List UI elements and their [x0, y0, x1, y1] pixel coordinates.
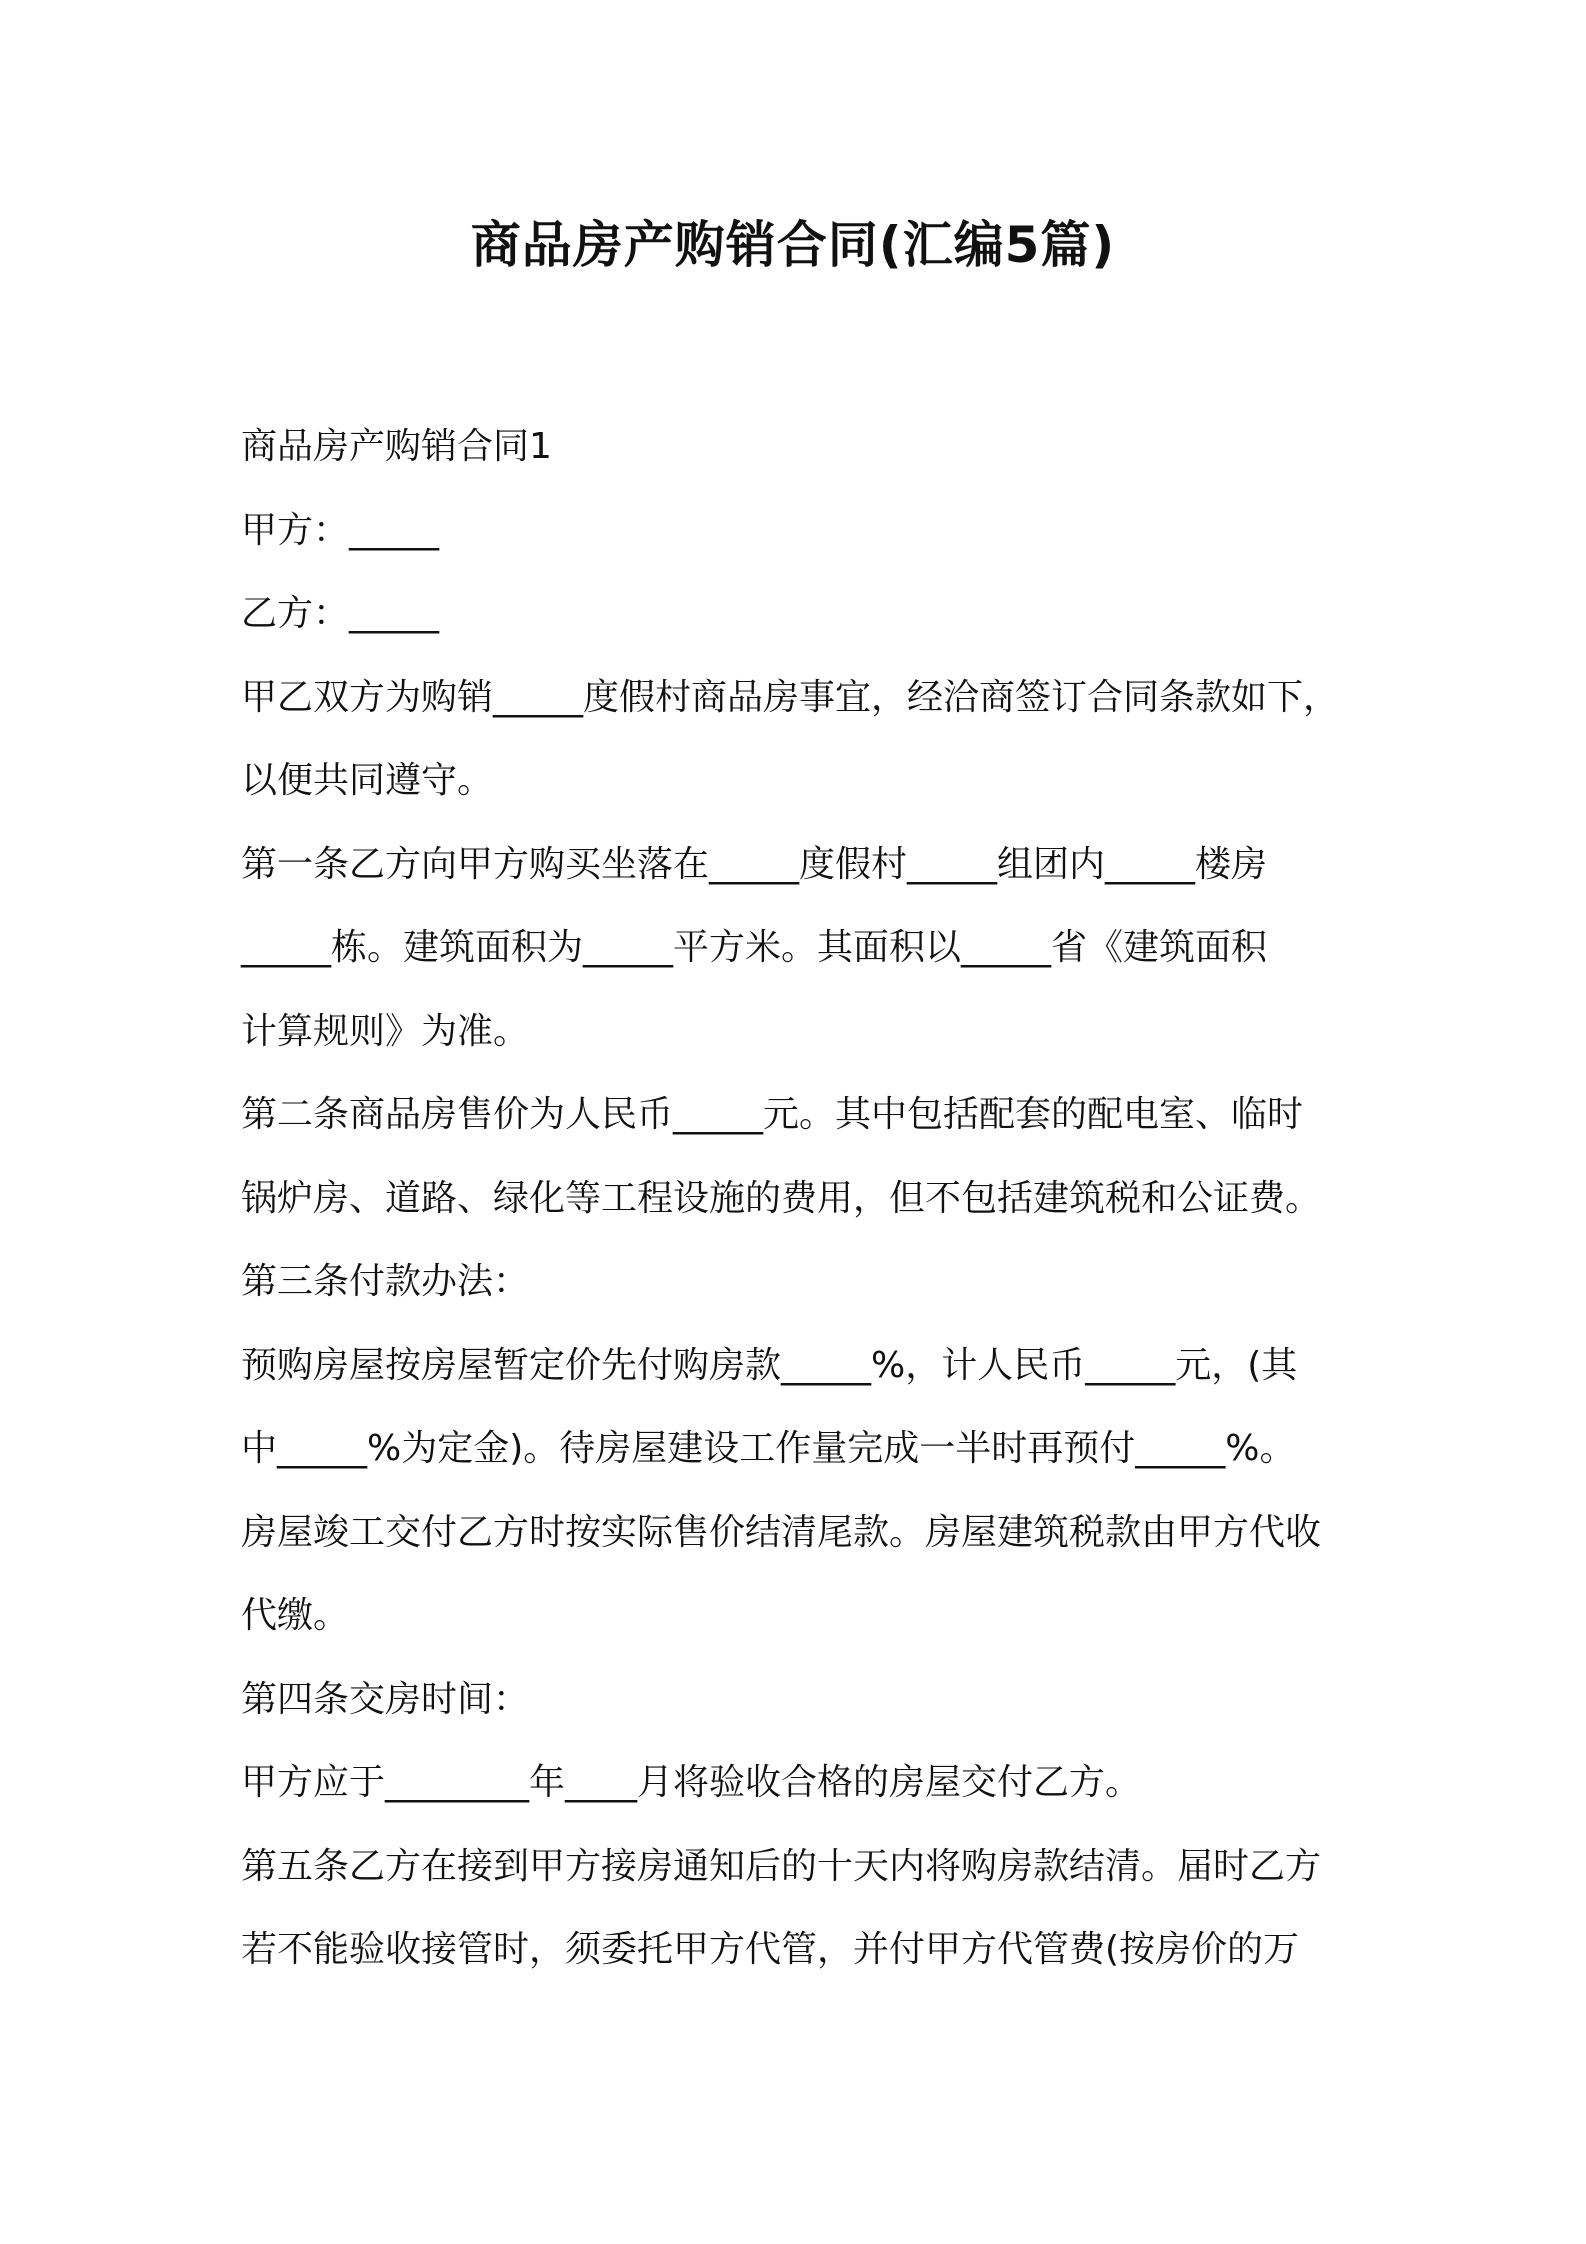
- intro-line: 甲乙双方为购销_____度假村商品房事宜，经洽商签订合同条款如下，: [241, 676, 1340, 718]
- article-3-line: 代缴。: [241, 1595, 350, 1636]
- article-3-line: 中_____%为定金)。待房屋建设工作量完成一半时再预付_____%。: [241, 1428, 1296, 1469]
- article-1-line: 第一条乙方向甲方购买坐落在_____度假村_____组团内_____楼房: [241, 843, 1268, 885]
- article-2-line: 第二条商品房售价为人民币_____元。其中包括配套的配电室、临时: [241, 1094, 1304, 1135]
- article-4-heading: 第四条交房时间：: [241, 1678, 530, 1720]
- article-3-heading: 第三条付款办法：: [241, 1261, 530, 1302]
- article-4-line: 甲方应于________年____月将验收合格的房屋交付乙方。: [241, 1762, 1142, 1803]
- contract-heading: 商品房产购销合同1: [241, 426, 552, 467]
- intro-line: 以便共同遵守。: [241, 760, 494, 801]
- article-1-line: _____栋。建筑面积为_____平方米。其面积以_____省《建筑面积: [241, 927, 1268, 968]
- party-b-line: 乙方：_____: [241, 593, 440, 634]
- document-body: [241, 405, 1371, 1992]
- party-a-line: 甲方：_____: [241, 509, 440, 551]
- document-title: 商品房产购销合同(汇编5篇): [470, 216, 1116, 274]
- article-1-line: 计算规则》为准。: [241, 1010, 530, 1052]
- article-3-line: 房屋竣工交付乙方时按实际售价结清尾款。房屋建筑税款由甲方代收: [241, 1511, 1322, 1553]
- article-5-line: 若不能验收接管时，须委托甲方代管，并付甲方代管费(按房价的万: [241, 1929, 1300, 1970]
- article-5-line: 第五条乙方在接到甲方接房通知后的十天内将购房款结清。届时乙方: [241, 1845, 1322, 1887]
- article-3-line: 预购房屋按房屋暂定价先付购房款_____%，计人民币_____元，(其: [241, 1344, 1298, 1386]
- article-2-line: 锅炉房、道路、绿化等工程设施的费用，但不包括建筑税和公证费。: [241, 1177, 1322, 1219]
